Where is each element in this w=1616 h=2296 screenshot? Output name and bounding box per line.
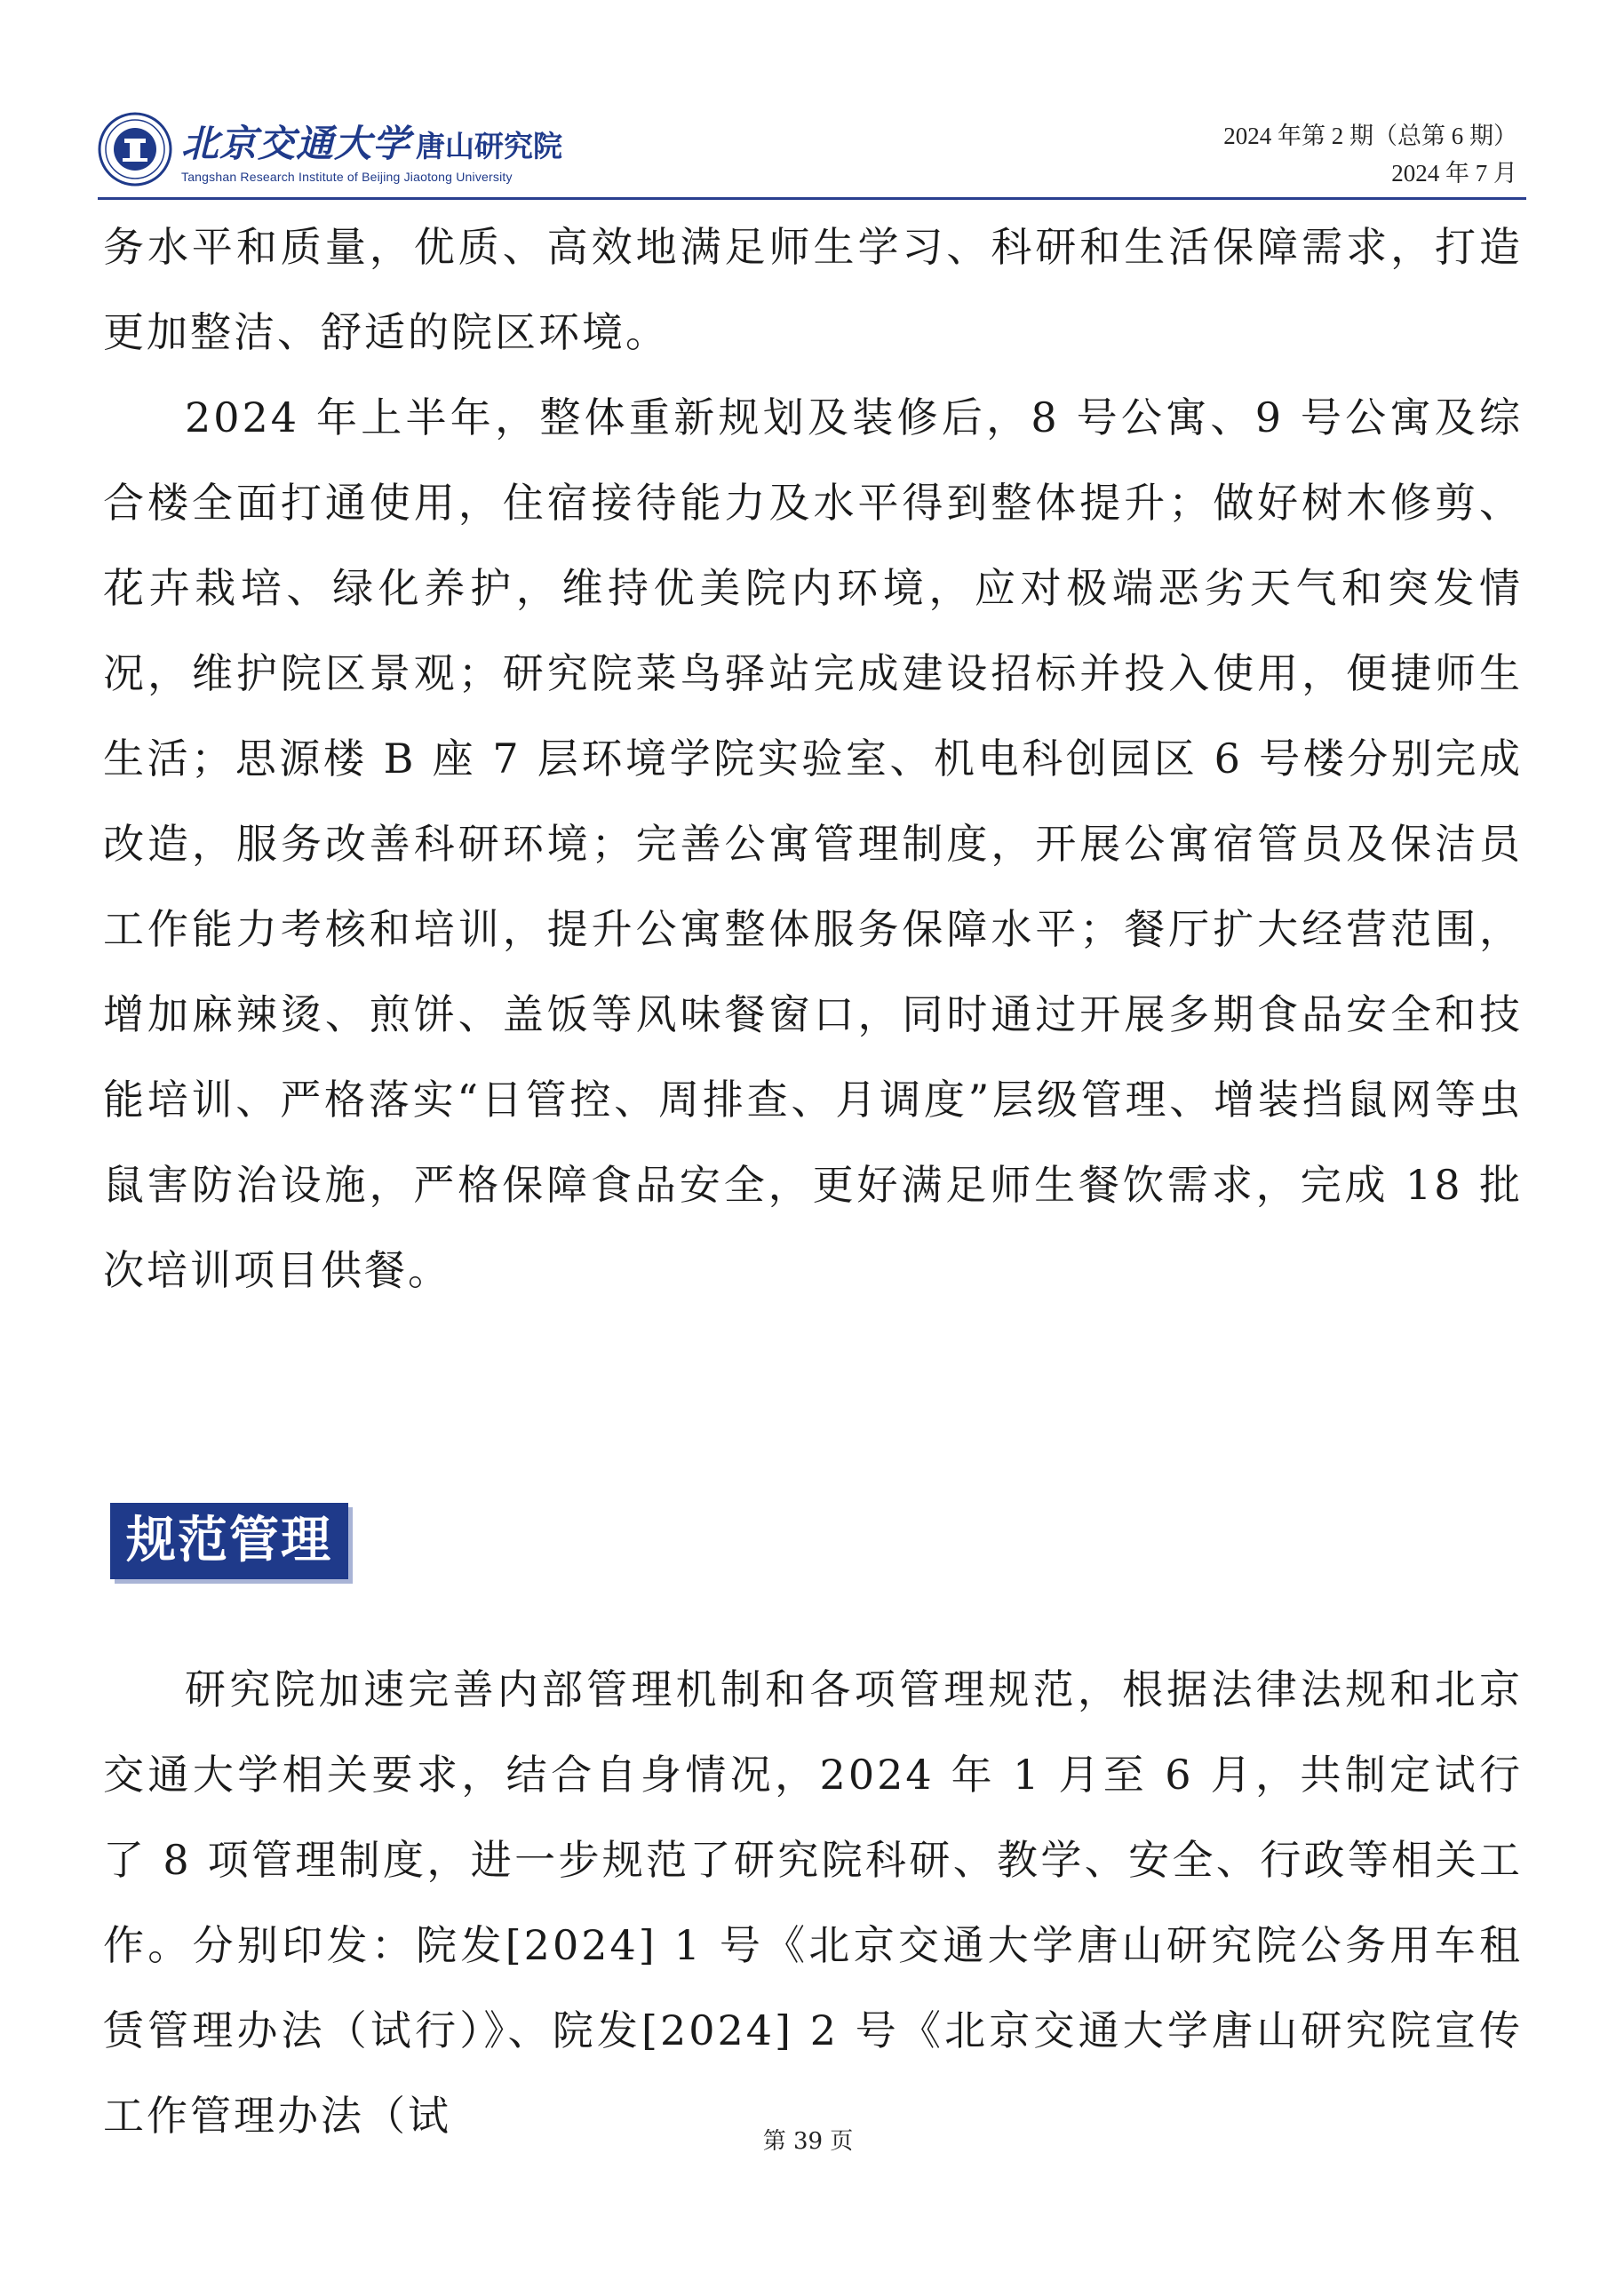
logo-institute-name: 唐山研究院 (416, 129, 563, 163)
issue-number: 2024 年第 2 期（总第 6 期） (1223, 123, 1517, 149)
logo-university-name: 北京交通大学 (181, 122, 411, 165)
paragraph-logistics: 2024 年上半年，整体重新规划及装修后，8 号公寓、9 号公寓及综合楼全面打通使用，住宿接待能力及水平得到整体提升；做好树木修剪、花卉栽培、绿化养护，维持优美院内环境，应对极端恶劣天气和突发情况，维护院区景观；研究院菜鸟驿站完成建设招标并投入使用，便捷师生生活；思源楼 B 座 7 层环境学院实验室、机电科创园区 6 号楼分别完成改造，服务改善科研环境；完善公寓管理制度，开展公寓宿管员及保洁员工作能力考核和培训，提升公寓整体服务保障水平；餐厅扩大经营范围，增加麻辣烫、煎饼、盖饭等风味餐窗口，同时通过开展多期食品安全和技能培训、严格落实“日管控、周排查、月调度”层级管理、增装挡鼠网等虫鼠害防治设施，严格保障食品安全，更好满足师生餐饮需求，完成 18 批次培训项目供餐。 (103, 393, 1523, 1294)
logo-english-name: Tangshan Research Institute of Beijing Jiaotong University (181, 170, 513, 184)
section-title: 规范管理 (110, 1503, 348, 1579)
paragraph-continuation: 务水平和质量，优质、高效地满足师生学习、科研和生活保障需求，打造更加整洁、舒适的院区环境。 (103, 223, 1523, 356)
institute-logo (98, 112, 562, 187)
page-number: 第 39 页 (762, 2128, 854, 2155)
logo-text-block (181, 115, 562, 184)
paragraph-management: 研究院加速完善内部管理机制和各项管理规范，根据法律法规和北京交通大学相关要求，结合自身情况，2024 年 1 月至 6 月，共制定试行了 8 项管理制度，进一步规范了研究院科研、教学、安全、行政等相关工作。分别印发：院发[2024] 1 号《北京交通大学唐山研究院公务用车租赁管理办法（试行）》、院发[2024] 2 号《北京交通大学唐山研究院宣传工作管理办法（试 (103, 1665, 1523, 2140)
issue-info (1223, 117, 1517, 192)
page-header (98, 112, 1526, 201)
header-divider (98, 197, 1526, 200)
issue-date: 2024 年 7 月 (1391, 160, 1517, 187)
university-seal-icon (98, 112, 172, 187)
